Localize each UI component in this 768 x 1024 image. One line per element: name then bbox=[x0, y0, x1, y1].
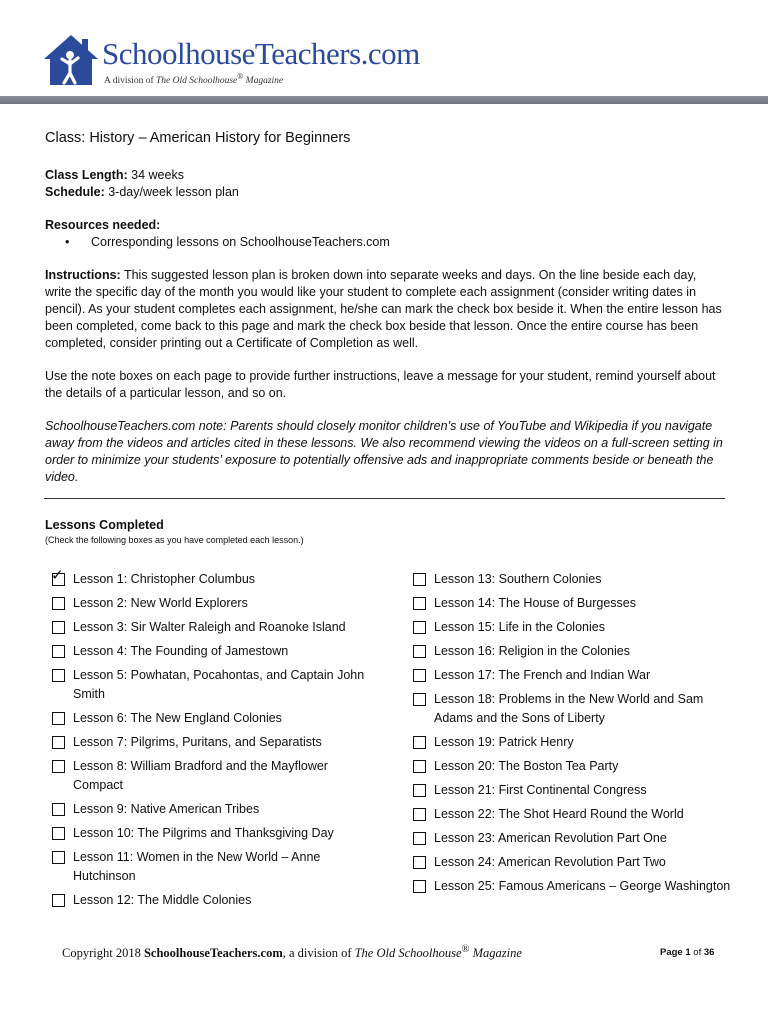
lesson-item bbox=[52, 594, 372, 613]
lesson-checkbox[interactable] bbox=[52, 736, 65, 749]
schedule: Schedule: 3-day/week lesson plan bbox=[45, 185, 239, 199]
lesson-item bbox=[52, 800, 372, 819]
lesson-item bbox=[51, 567, 372, 589]
lesson-item bbox=[52, 824, 372, 843]
lesson-label: Lesson 19: Patrick Henry bbox=[434, 735, 574, 749]
section-divider bbox=[44, 498, 725, 499]
lesson-checkbox[interactable] bbox=[52, 760, 65, 773]
lesson-item bbox=[413, 690, 733, 728]
class-length: Class Length: 34 weeks bbox=[45, 168, 184, 182]
lesson-label: Lesson 25: Famous Americans – George Washington bbox=[434, 879, 731, 893]
lesson-checkbox[interactable] bbox=[413, 693, 426, 706]
lesson-label: Lesson 16: Religion in the Colonies bbox=[434, 644, 630, 658]
lesson-label: Lesson 17: The French and Indian War bbox=[434, 668, 651, 682]
resource-item: • Corresponding lessons on SchoolhouseTeachers.com bbox=[65, 235, 390, 249]
lesson-checkbox[interactable] bbox=[52, 597, 65, 610]
lesson-checkbox[interactable] bbox=[413, 784, 426, 797]
lesson-item bbox=[413, 805, 733, 824]
lesson-item bbox=[52, 733, 372, 752]
lesson-item bbox=[52, 848, 372, 886]
lesson-checkbox[interactable] bbox=[413, 856, 426, 869]
lesson-label: Lesson 10: The Pilgrims and Thanksgiving Day bbox=[73, 826, 334, 840]
lesson-item bbox=[52, 642, 372, 661]
lesson-checkbox[interactable] bbox=[413, 645, 426, 658]
lesson-item bbox=[52, 666, 372, 704]
lesson-checkbox[interactable] bbox=[52, 712, 65, 725]
lesson-item bbox=[52, 618, 372, 637]
lesson-checkbox[interactable] bbox=[413, 597, 426, 610]
lesson-label: Lesson 21: First Continental Congress bbox=[434, 783, 647, 797]
lesson-label: Lesson 6: The New England Colonies bbox=[73, 711, 282, 725]
lesson-item bbox=[52, 891, 372, 910]
lesson-label: Lesson 22: The Shot Heard Round the World bbox=[434, 807, 684, 821]
lesson-checkbox[interactable] bbox=[52, 645, 65, 658]
lesson-checkbox[interactable] bbox=[413, 760, 426, 773]
lesson-item bbox=[413, 570, 733, 589]
lesson-item bbox=[413, 666, 733, 685]
lesson-label: Lesson 1: Christopher Columbus bbox=[73, 572, 256, 586]
header-rule bbox=[0, 96, 768, 104]
lesson-item bbox=[413, 757, 733, 776]
note-boxes-text: Use the note boxes on each page to provide further instructions, leave a message for your student, remind yourself about the details of a particular lesson, and so on. bbox=[45, 369, 716, 400]
lesson-checkbox[interactable] bbox=[413, 808, 426, 821]
brand-tagline: A division of The Old Schoolhouse® Magazine bbox=[104, 72, 284, 87]
lessons-left-column bbox=[51, 567, 372, 915]
lesson-checkbox[interactable] bbox=[52, 827, 65, 840]
instructions: Instructions: This suggested lesson plan is broken down into separate weeks and days. On the line beside each day, write the specific day of the month you would like your student to complete each assignment (consider writing dates in pencil). As your student completes each assignment, he/she can mark the check box beside it. When the entire lesson has been completed, come back to this page and mark the check box beside that lesson. Once the entire course has been completed, consider printing out a Certificate of Completion as well. bbox=[45, 268, 722, 350]
lesson-item bbox=[413, 618, 733, 637]
document-body bbox=[45, 130, 725, 486]
lesson-checkbox[interactable] bbox=[413, 621, 426, 634]
lesson-label: Lesson 24: American Revolution Part Two bbox=[434, 855, 666, 869]
footer-copyright: Copyright 2018 SchoolhouseTeachers.com, a division of The Old Schoolhouse® Magazine bbox=[62, 944, 522, 961]
checked-checkbox[interactable] bbox=[51, 567, 65, 586]
lessons-completed-subtitle: (Check the following boxes as you have completed each lesson.) bbox=[45, 535, 304, 545]
lesson-checkbox[interactable] bbox=[52, 803, 65, 816]
lesson-checkbox[interactable] bbox=[413, 573, 426, 586]
lesson-checkbox[interactable] bbox=[52, 669, 65, 682]
lesson-item bbox=[52, 709, 372, 728]
lesson-label: Lesson 23: American Revolution Part One bbox=[434, 831, 667, 845]
lesson-label: Lesson 11: Women in the New World – Anne Hutchinson bbox=[73, 850, 321, 883]
page-number: Page 1 of 36 bbox=[660, 947, 715, 958]
lesson-item bbox=[413, 594, 733, 613]
lesson-label: Lesson 2: New World Explorers bbox=[73, 596, 248, 610]
checkmark-icon: ✓ bbox=[51, 567, 64, 584]
lesson-item bbox=[52, 757, 372, 795]
lesson-label: Lesson 9: Native American Tribes bbox=[73, 802, 260, 816]
lessons-completed-title: Lessons Completed bbox=[45, 518, 164, 532]
lesson-checkbox[interactable] bbox=[52, 894, 65, 907]
site-note: SchoolhouseTeachers.com note: Parents should closely monitor children’s use of YouTube and Wikipedia if you navigate away from the videos and articles cited in these lessons. We also recommend viewing the videos on a full-screen setting in order to minimize your students’ exposure to potentially offensive ads and inappropriate comments beside or beneath the video. bbox=[45, 419, 723, 484]
lesson-label: Lesson 20: The Boston Tea Party bbox=[434, 759, 619, 773]
lesson-checkbox[interactable] bbox=[52, 621, 65, 634]
lesson-label: Lesson 7: Pilgrims, Puritans, and Separatists bbox=[73, 735, 322, 749]
brand-name: SchoolhouseTeachers.com bbox=[102, 36, 420, 71]
lesson-label: Lesson 4: The Founding of Jamestown bbox=[73, 644, 289, 658]
lesson-label: Lesson 12: The Middle Colonies bbox=[73, 893, 252, 907]
resources-label: Resources needed: bbox=[45, 218, 161, 232]
lesson-checkbox[interactable] bbox=[413, 669, 426, 682]
lesson-label: Lesson 15: Life in the Colonies bbox=[434, 620, 605, 634]
lesson-label: Lesson 5: Powhatan, Pocahontas, and Captain John Smith bbox=[73, 668, 365, 701]
lesson-item bbox=[413, 853, 733, 872]
lesson-item bbox=[413, 877, 733, 896]
lesson-label: Lesson 8: William Bradford and the Mayflower Compact bbox=[73, 759, 328, 792]
lessons-right-column bbox=[413, 570, 733, 901]
lesson-checkbox[interactable] bbox=[52, 851, 65, 864]
lesson-item bbox=[413, 829, 733, 848]
class-title: Class: History – American History for Beginners bbox=[45, 130, 351, 146]
bullet-icon: • bbox=[65, 235, 70, 249]
lesson-checkbox[interactable] bbox=[413, 880, 426, 893]
lesson-label: Lesson 18: Problems in the New World and Sam Adams and the Sons of Liberty bbox=[434, 692, 704, 725]
lesson-label: Lesson 3: Sir Walter Raleigh and Roanoke Island bbox=[73, 620, 346, 634]
lesson-label: Lesson 13: Southern Colonies bbox=[434, 572, 602, 586]
lesson-item bbox=[413, 781, 733, 800]
lesson-item bbox=[413, 642, 733, 661]
lesson-checkbox[interactable] bbox=[413, 736, 426, 749]
document-header bbox=[0, 0, 768, 104]
lesson-item bbox=[413, 733, 733, 752]
lesson-checkbox[interactable] bbox=[413, 832, 426, 845]
lesson-label: Lesson 14: The House of Burgesses bbox=[434, 596, 636, 610]
schoolhouse-logo-icon bbox=[42, 33, 100, 87]
